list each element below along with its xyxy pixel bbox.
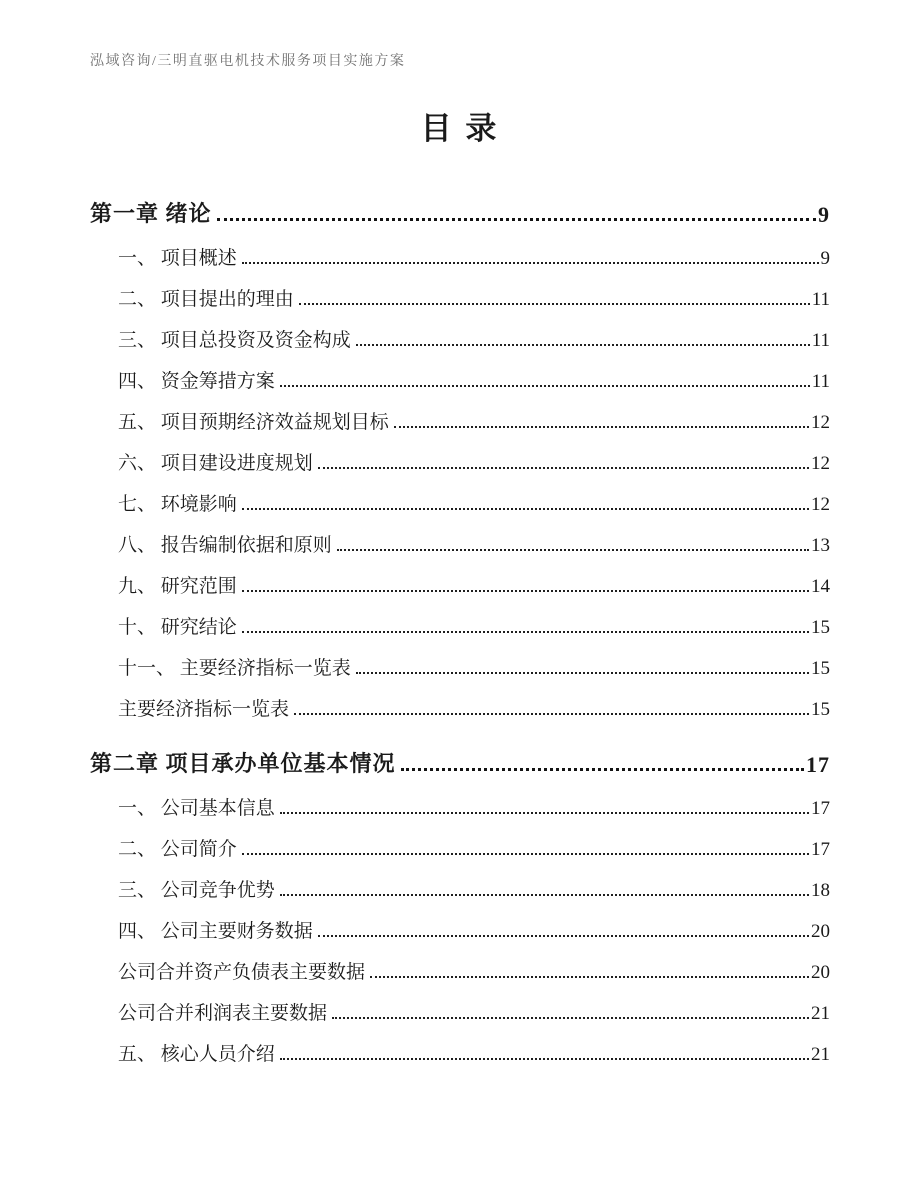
toc-entry[interactable]: [90, 178, 830, 236]
toc-entry[interactable]: [90, 482, 830, 523]
toc-entry-page: 17: [811, 798, 830, 819]
toc-entry-label: 五、 项目预期经济效益规划目标: [118, 412, 389, 433]
toc-entry-page: 12: [811, 412, 830, 433]
toc-entry-label: 八、 报告编制依据和原则: [118, 535, 332, 556]
toc-entry[interactable]: [90, 786, 830, 827]
toc-list: [90, 178, 830, 1073]
toc-dot-leader: [280, 812, 809, 814]
toc-dot-leader: [242, 631, 809, 633]
toc-entry-page: 20: [811, 921, 830, 942]
toc-dot-leader: [299, 303, 810, 305]
toc-entry[interactable]: [90, 909, 830, 950]
toc-dot-leader: [318, 935, 809, 937]
toc-entry-label: 三、 项目总投资及资金构成: [118, 330, 351, 351]
toc-entry-page: 15: [811, 617, 830, 638]
toc-entry-label: 一、 项目概述: [118, 248, 237, 269]
toc-entry[interactable]: [90, 991, 830, 1032]
toc-entry-page: 15: [811, 699, 830, 720]
toc-entry-page: 11: [811, 371, 830, 392]
page-title: 目 录: [420, 111, 500, 146]
toc-entry-label: 九、 研究范围: [118, 576, 237, 597]
toc-entry-page: 21: [811, 1044, 830, 1065]
toc-entry-label: 第二章 项目承办单位基本情况: [90, 751, 396, 776]
toc-entry[interactable]: [90, 564, 830, 605]
toc-dot-leader: [242, 262, 819, 264]
document-header: 泓域咨询/三明直驱电机技术服务项目实施方案: [90, 54, 406, 69]
toc-entry-label: 第一章 绪论: [90, 201, 212, 226]
toc-entry-label: 公司合并利润表主要数据: [118, 1003, 328, 1024]
toc-entry[interactable]: [90, 400, 830, 441]
toc-entry-label: 七、 环境影响: [118, 494, 237, 515]
toc-dot-leader: [401, 768, 804, 771]
toc-entry-label: 一、 公司基本信息: [118, 798, 275, 819]
toc-entry-label: 五、 核心人员介绍: [118, 1044, 275, 1065]
toc-entry[interactable]: [90, 687, 830, 728]
toc-entry[interactable]: [90, 827, 830, 868]
toc-dot-leader: [356, 672, 809, 674]
toc-entry-page: 11: [811, 289, 830, 310]
toc-dot-leader: [242, 590, 809, 592]
toc-dot-leader: [280, 385, 810, 387]
toc-dot-leader: [370, 976, 809, 978]
toc-dot-leader: [332, 1017, 809, 1019]
toc-entry-label: 三、 公司竞争优势: [118, 880, 275, 901]
toc-entry-label: 二、 公司简介: [118, 839, 237, 860]
toc-entry[interactable]: [90, 1032, 830, 1073]
toc-entry[interactable]: [90, 277, 830, 318]
toc-entry-label: 十一、 主要经济指标一览表: [118, 658, 351, 679]
toc-entry[interactable]: [90, 646, 830, 687]
toc-dot-leader: [337, 549, 809, 551]
toc-entry-label: 公司合并资产负债表主要数据: [118, 962, 366, 983]
toc-entry-page: 11: [811, 330, 830, 351]
toc-entry-label: 四、 公司主要财务数据: [118, 921, 313, 942]
toc-dot-leader: [242, 508, 809, 510]
toc-entry-label: 二、 项目提出的理由: [118, 289, 294, 310]
toc-entry-page: 14: [811, 576, 830, 597]
toc-dot-leader: [280, 1058, 809, 1060]
toc-entry-page: 15: [811, 658, 830, 679]
toc-entry-page: 21: [811, 1003, 830, 1024]
toc-entry-page: 18: [811, 880, 830, 901]
toc-entry[interactable]: [90, 605, 830, 646]
toc-entry[interactable]: [90, 728, 830, 786]
toc-dot-leader: [242, 853, 809, 855]
toc-entry-page: 17: [806, 752, 830, 777]
toc-entry-page: 12: [811, 453, 830, 474]
toc-entry-page: 17: [811, 839, 830, 860]
toc-entry-label: 主要经济指标一览表: [118, 699, 290, 720]
toc-entry-page: 13: [811, 535, 830, 556]
toc-entry[interactable]: [90, 950, 830, 991]
toc-entry-page: 9: [820, 248, 830, 269]
toc-entry[interactable]: [90, 441, 830, 482]
toc-dot-leader: [356, 344, 810, 346]
toc-entry-label: 十、 研究结论: [118, 617, 237, 638]
toc-entry[interactable]: [90, 236, 830, 277]
toc-dot-leader: [280, 894, 809, 896]
toc-entry-page: 12: [811, 494, 830, 515]
toc-dot-leader: [217, 218, 816, 221]
toc-entry[interactable]: [90, 359, 830, 400]
toc-entry[interactable]: [90, 868, 830, 909]
toc-entry-label: 四、 资金筹措方案: [118, 371, 275, 392]
toc-dot-leader: [294, 713, 809, 715]
toc-entry[interactable]: [90, 318, 830, 359]
toc-entry-page: 9: [818, 202, 830, 227]
toc-entry-label: 六、 项目建设进度规划: [118, 453, 313, 474]
toc-dot-leader: [318, 467, 809, 469]
toc-dot-leader: [394, 426, 809, 428]
toc-entry-page: 20: [811, 962, 830, 983]
toc-entry[interactable]: [90, 523, 830, 564]
